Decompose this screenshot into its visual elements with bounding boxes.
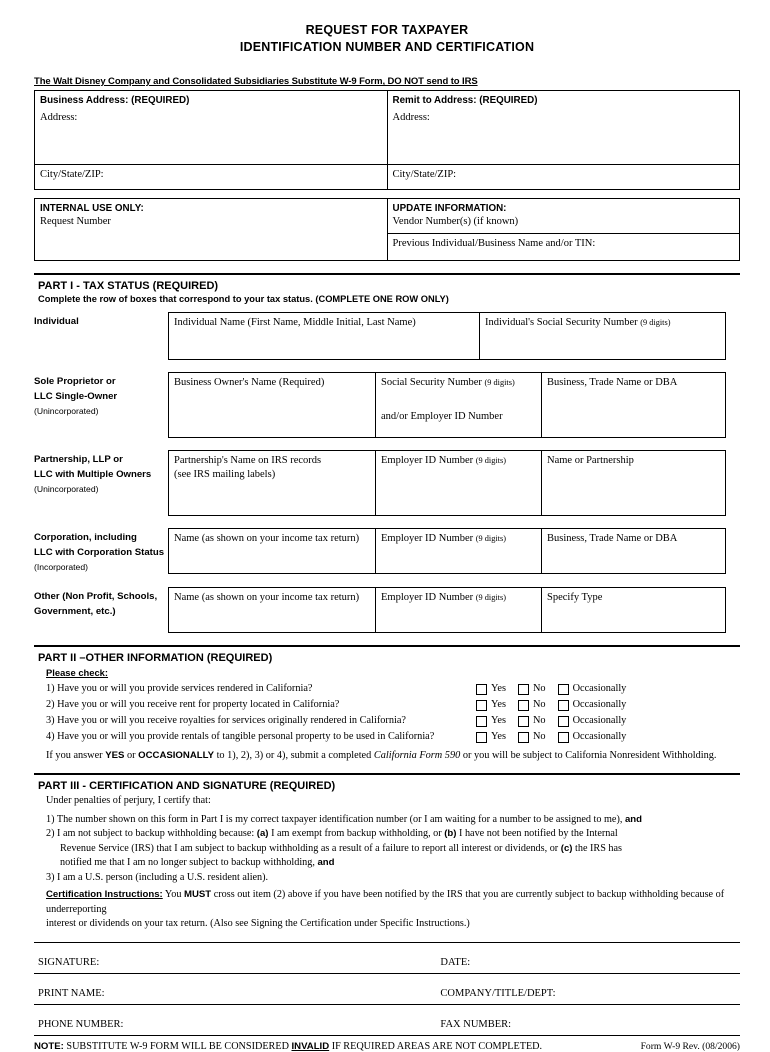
option-label: No (532, 715, 546, 726)
city-state-zip-right-label: City/State/ZIP: (392, 169, 457, 180)
individual-ssn-field[interactable] (480, 312, 726, 360)
phone-number-label: PHONE NUMBER: (38, 1018, 124, 1030)
footer-note-pre: SUBSTITUTE W-9 FORM WILL BE CONSIDERED (63, 1040, 292, 1052)
table-row (35, 199, 740, 234)
divider-part1 (34, 273, 740, 275)
part3-intro: Under penalties of perjury, I certify that: (46, 795, 211, 806)
tax-status-label-note: (Unincorporated) (34, 406, 99, 416)
sole-prop-ssn-ein-field[interactable] (376, 372, 542, 438)
divider-part3 (34, 773, 740, 775)
corporation-name-field[interactable] (168, 528, 376, 574)
tax-status-label-line: Individual (34, 316, 79, 327)
business-address-header: Business Address: (REQUIRED) (40, 95, 190, 106)
company-title-dept-field[interactable] (436, 973, 740, 1004)
cert-item-2-line2-post: the IRS has (572, 842, 623, 854)
q4-yes-option[interactable] (476, 729, 506, 745)
field-label-note: (9 digits) (484, 378, 515, 387)
cert-item-2-line2-pre: Revenue Service (IRS) that I am subject to backup withholding as a result of a failure to report all interest or dividends, or (60, 842, 561, 854)
partnership-name-field[interactable] (168, 450, 376, 516)
title-line-1: REQUEST FOR TAXPAYER (305, 23, 469, 37)
q1-no-option[interactable] (518, 681, 546, 697)
cert-item-2-line3-pre: notified me that I am no longer subject to backup withholding, (60, 857, 318, 868)
footnote-pre: If you answer (46, 750, 106, 761)
tax-status-label (34, 528, 168, 575)
table-row (34, 973, 740, 1004)
question-text: 4) Have you or will you provide rentals of tangible personal property to be used in California? (46, 731, 435, 742)
tax-status-row-sole-proprietor (34, 372, 740, 438)
cert-instructions-pre: You (162, 889, 184, 900)
footnote-mid: to 1), 2), 3) or 4), submit a completed (214, 750, 374, 761)
field-label-secondary: and/or Employer ID Number (381, 411, 503, 422)
question-text: 1) Have you or will you provide services rendered in California? (46, 683, 313, 694)
field-label: Specify Type (547, 592, 603, 603)
checkbox-icon[interactable] (518, 716, 529, 727)
option-label: Yes (491, 699, 506, 710)
request-number-label: Request Number (40, 216, 111, 227)
cert-item-2-a-text: I am exempt from backup withholding, or (268, 828, 445, 839)
checkbox-icon[interactable] (558, 684, 569, 695)
field-label: Business, Trade Name or DBA (547, 377, 678, 388)
title-line-2: IDENTIFICATION NUMBER AND CERTIFICATION (239, 40, 535, 54)
part1-title: PART I - TAX STATUS (REQUIRED) (38, 280, 219, 292)
q3-no-option[interactable] (518, 713, 546, 729)
q2-no-option[interactable] (518, 697, 546, 713)
address-label-left: Address: (40, 112, 78, 123)
other-specify-type-field[interactable] (542, 587, 726, 633)
cert-instructions-label: Certification Instructions: (46, 889, 163, 900)
field-label: Individual Name (First Name, Middle Initial, Last Name) (174, 317, 416, 328)
city-state-zip-right-field[interactable] (393, 168, 735, 186)
field-label-secondary: (see IRS mailing labels) (174, 469, 276, 480)
checkbox-icon[interactable] (518, 684, 529, 695)
previous-name-label: Previous Individual/Business Name and/or TIN: (392, 238, 596, 249)
please-check-label: Please check: (46, 667, 109, 678)
table-row (35, 165, 740, 190)
cert-item-1 (46, 813, 740, 828)
q4-no-option[interactable] (518, 729, 546, 745)
cert-instructions (46, 888, 740, 917)
individual-name-field[interactable] (168, 312, 480, 360)
q3-yes-option[interactable] (476, 713, 506, 729)
vendor-number-field[interactable] (393, 215, 735, 230)
signature-label: SIGNATURE: (38, 956, 100, 968)
other-name-field[interactable] (168, 587, 376, 633)
sole-prop-owner-name-field[interactable] (168, 372, 376, 438)
question-row-4 (46, 729, 740, 745)
question-text: 3) Have you or will you receive royalties for services originally rendered in California? (46, 715, 406, 726)
fax-number-label: FAX NUMBER: (440, 1018, 512, 1030)
field-label: Name or Partnership (547, 455, 634, 466)
field-label: Individual's Social Security Number (485, 317, 641, 328)
footnote-occasionally: OCCASIONALLY (138, 750, 214, 761)
field-label: Partnership's Name on IRS records (174, 455, 322, 466)
previous-name-field[interactable] (393, 237, 735, 257)
question-row-1 (46, 681, 740, 697)
tax-status-label-line: Corporation, including (34, 532, 137, 543)
tax-status-label-line: LLC with Corporation Status (34, 547, 165, 558)
tax-status-label (34, 587, 168, 633)
field-label: Business, Trade Name or DBA (547, 533, 678, 544)
q1-yes-option[interactable] (476, 681, 506, 697)
option-label: Occasionally (572, 683, 627, 694)
field-label-note: (9 digits) (475, 593, 506, 602)
partnership-dba-field[interactable] (542, 450, 726, 516)
part3-title: PART III - CERTIFICATION AND SIGNATURE (REQUIRED) (38, 780, 336, 792)
cert-item-2-line3 (60, 856, 740, 871)
table-row (34, 942, 740, 973)
table-row (35, 91, 740, 165)
cert-instructions-must: MUST (183, 889, 212, 900)
field-label: Name (as shown on your income tax return) (174, 592, 360, 603)
q3-occasionally-option[interactable] (558, 713, 627, 729)
date-label: DATE: (440, 956, 471, 968)
tax-status-label-note: (Incorporated) (34, 562, 88, 572)
signature-field[interactable] (34, 942, 436, 973)
checkbox-icon[interactable] (558, 716, 569, 727)
tax-status-label (34, 450, 168, 516)
tax-status-label-line: Partnership, LLP or (34, 454, 123, 465)
print-name-field[interactable] (34, 973, 436, 1004)
corporation-ein-field[interactable] (376, 528, 542, 574)
option-label: Yes (491, 683, 506, 694)
part2-footnote (46, 750, 740, 761)
company-title-dept-label: COMPANY/TITLE/DEPT: (440, 987, 556, 999)
business-address-field[interactable] (40, 111, 382, 161)
internal-update-table (34, 198, 740, 261)
previous-name-cell[interactable] (387, 234, 740, 261)
phone-number-field[interactable] (34, 1004, 436, 1035)
checkbox-icon[interactable] (476, 700, 487, 711)
q2-occasionally-option[interactable] (558, 697, 627, 713)
partnership-ein-field[interactable] (376, 450, 542, 516)
option-label: Yes (491, 731, 506, 742)
date-field[interactable] (436, 942, 740, 973)
remit-address-header-cell (387, 91, 740, 165)
cert-item-2-a: (a) (256, 828, 269, 839)
option-label: No (532, 683, 546, 694)
footer (34, 1041, 740, 1052)
footer-note (34, 1041, 542, 1052)
tax-status-label-note: (Unincorporated) (34, 484, 99, 494)
tax-status-label-line: Other (Non Profit, Schools, (34, 591, 158, 602)
option-label: Yes (491, 715, 506, 726)
internal-use-header: INTERNAL USE ONLY: (40, 203, 144, 214)
cert-item-2-c: (c) (560, 842, 573, 854)
update-info-cell (387, 199, 740, 234)
q2-yes-option[interactable] (476, 697, 506, 713)
cert-item-3: 3) I am a U.S. person (including a U.S. resident alien). (46, 871, 269, 883)
tax-status-label-line: LLC Single-Owner (34, 391, 118, 402)
question-text: 2) Have you or will you receive rent for property located in California? (46, 699, 340, 710)
divider-part2 (34, 645, 740, 647)
field-label-note: (9 digits) (475, 534, 506, 543)
tax-status-label (34, 312, 168, 360)
cert-item-2-line3-and: and (317, 857, 335, 868)
checkbox-icon[interactable] (518, 700, 529, 711)
footnote-form-name: California Form 590 (373, 750, 461, 761)
tax-status-row-partnership (34, 450, 740, 516)
tax-status-label (34, 372, 168, 438)
q4-occasionally-option[interactable] (558, 729, 627, 745)
footer-note-invalid: INVALID (291, 1040, 330, 1052)
tax-status-fields (168, 372, 740, 438)
form-subheader: The Walt Disney Company and Consolidated Subsidiaries Substitute W-9 Form, DO NOT send to IRS (34, 76, 478, 87)
cert-instructions-line2: interest or dividends on your tax return. (Also see Signing the Certification under Specific Instructions.) (46, 918, 470, 929)
form-revision: Form W-9 Rev. (08/2006) (640, 1040, 740, 1052)
vendor-number-label: Vendor Number(s) (if known) (392, 216, 519, 227)
tax-status-fields (168, 587, 740, 633)
footnote-yes: YES (105, 750, 125, 761)
page-title (34, 22, 740, 56)
tax-status-row-individual (34, 312, 740, 360)
tax-status-label-line: Sole Proprietor or (34, 376, 116, 387)
cert-item-1-and: and (624, 813, 642, 825)
sole-prop-dba-field[interactable] (542, 372, 726, 438)
field-label: Social Security Number (381, 377, 485, 388)
part1-subtitle: Complete the row of boxes that correspond to your tax status. (COMPLETE ONE ROW ONLY) (38, 294, 449, 304)
option-label: Occasionally (572, 731, 627, 742)
remit-address-header: Remit to Address: (REQUIRED) (392, 95, 538, 106)
city-state-zip-left-label: City/State/ZIP: (40, 169, 104, 180)
fax-number-field[interactable] (436, 1004, 740, 1035)
cert-item-2-text: 2) I am not subject to backup withholding because: (46, 828, 257, 839)
signature-table (34, 942, 740, 1036)
checkbox-icon[interactable] (476, 732, 487, 743)
part2-title: PART II –OTHER INFORMATION (REQUIRED) (38, 652, 273, 664)
request-number-field[interactable] (40, 215, 382, 248)
cert-item-2-b-text: I have not been notified by the Internal (456, 828, 618, 839)
tax-status-fields (168, 312, 740, 360)
option-label: No (532, 699, 546, 710)
option-label: Occasionally (572, 715, 627, 726)
tax-status-label-line: LLC with Multiple Owners (34, 469, 152, 480)
footer-note-post: IF REQUIRED AREAS ARE NOT COMPLETED. (329, 1040, 543, 1052)
update-info-header: UPDATE INFORMATION: (392, 203, 507, 214)
checkbox-icon[interactable] (558, 732, 569, 743)
address-table (34, 90, 740, 190)
q1-occasionally-option[interactable] (558, 681, 627, 697)
question-row-3 (46, 713, 740, 729)
question-row-2 (46, 697, 740, 713)
field-label: Employer ID Number (381, 533, 476, 544)
tax-status-fields (168, 528, 740, 575)
field-label-note: (9 digits) (640, 318, 671, 327)
tax-status-label-line: Government, etc.) (34, 606, 116, 617)
cert-item-2-b: (b) (444, 828, 457, 839)
tax-status-row-corporation (34, 528, 740, 575)
checkbox-icon[interactable] (476, 684, 487, 695)
option-label: Occasionally (572, 699, 627, 710)
footnote-or: or (124, 750, 139, 761)
city-state-zip-left-field[interactable] (40, 168, 382, 186)
cert-item-2-line2 (60, 842, 740, 857)
cert-instructions-post: cross out item (2) above if you have been notified by the IRS that you are currently subject to backup withholding because of underreporting (46, 889, 725, 915)
cert-item-2 (46, 827, 740, 842)
field-label-note: (9 digits) (475, 456, 506, 465)
internal-use-cell (35, 199, 388, 261)
address-label-right: Address: (392, 112, 430, 123)
corporation-dba-field[interactable] (542, 528, 726, 574)
cert-item-1-text: 1) The number shown on this form in Part I is my correct taxpayer identification number (or I am waiting for a number to be assigned to me), (46, 813, 625, 825)
remit-address-field[interactable] (393, 111, 735, 161)
city-state-zip-right-cell[interactable] (387, 165, 740, 190)
table-row (34, 1004, 740, 1035)
print-name-label: PRINT NAME: (38, 987, 105, 999)
tax-status-fields (168, 450, 740, 516)
field-label: Employer ID Number (381, 455, 476, 466)
checkbox-icon[interactable] (558, 700, 569, 711)
footer-note-label: NOTE: (34, 1040, 64, 1052)
field-label: Employer ID Number (381, 592, 476, 603)
other-ein-field[interactable] (376, 587, 542, 633)
field-label: Name (as shown on your income tax return) (174, 533, 360, 544)
checkbox-icon[interactable] (476, 716, 487, 727)
city-state-zip-left-cell[interactable] (35, 165, 388, 190)
business-address-header-cell (35, 91, 388, 165)
checkbox-icon[interactable] (518, 732, 529, 743)
option-label: No (532, 731, 546, 742)
tax-status-row-other (34, 587, 740, 633)
field-label: Business Owner's Name (Required) (174, 377, 325, 388)
footnote-post: or you will be subject to California Nonresident Withholding. (460, 750, 717, 761)
